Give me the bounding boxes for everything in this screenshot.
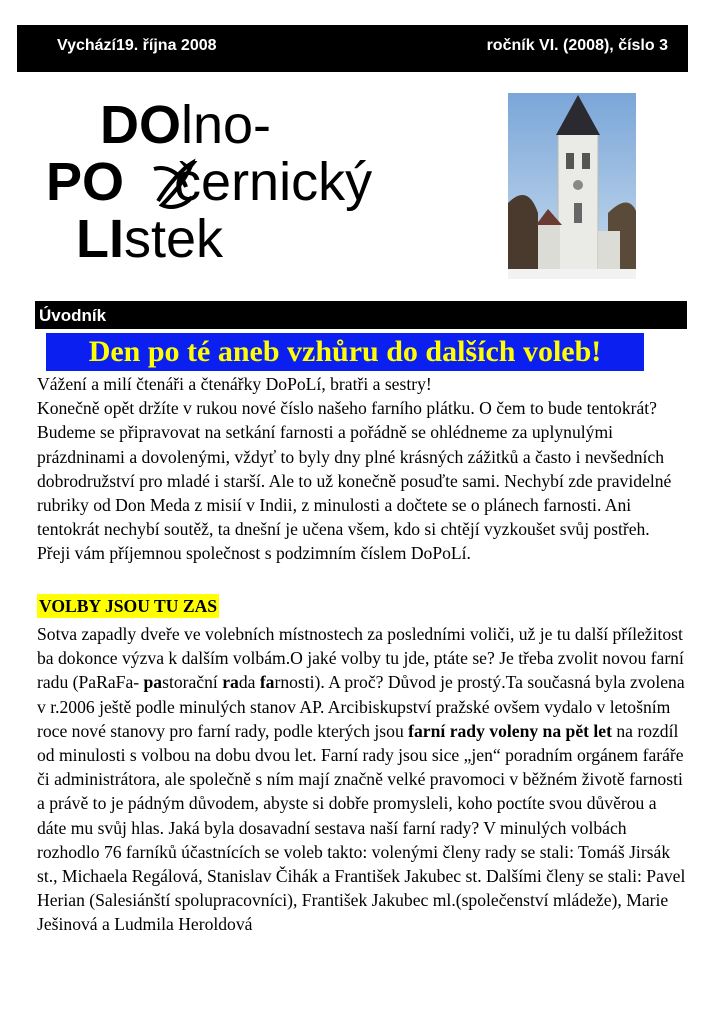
issue-volume: ročník VI. (2008), číslo 3: [486, 37, 668, 54]
logo-line-3: [76, 209, 223, 269]
section-bar: [35, 301, 687, 329]
logo-line-3-rest: stek: [124, 209, 224, 269]
article-text-2: storační: [162, 672, 223, 693]
article-bold-3: fa: [259, 672, 275, 693]
article-bold-2: ra: [222, 672, 239, 693]
article-paragraph: [37, 622, 687, 937]
logo-line-2-bold: PO: [46, 152, 125, 212]
article-text-1: Sotva zapadly dveře ve volebních místnostech za posledními voliči, už je tu další příležitost ba dokonce výzva k dalším volbám.O jaké volby tu jde, ptáte se? Je třeba zvolit novou farní radu (PaRaFa-: [37, 624, 684, 693]
article-text-5: na rozdíl od minulosti s volbou na dobu dvou let. Farní rady jsou sice „jen“ poradním orgánem faráře či administrátora, ale společně s ním mají značně velké pravomoci v běžném životě farnosti a právě to je pádným důvodem, abyste si dobře promysleli, koho poctíte svou důvěrou a dáte mu svůj hlas. Jaká byla dosavadní sestava naší farní rady? V minulých volbách rozhodlo 76 farníků účastnících se voleb takto: volenými členy rady se stali: Tomáš Jirsák st., Michaela Regálová, Stanislav Čihák a František Jakubec st. Dalšími členy se stali: Pavel Herian (Salesiánští spolupracovníci), František Jakubec ml.(společenství mládeže), Marie Ješinová a Ludmila Heroldová: [37, 720, 686, 935]
header-bar: [17, 25, 688, 72]
headline: Den po té aneb vzhůru do dalších voleb!: [46, 333, 644, 371]
logo-line-1-rest: lno-: [181, 95, 272, 155]
article-text-3: da: [238, 672, 260, 693]
logo-line-1: [100, 95, 271, 155]
intro-greeting: Vážení a milí čtenáři a čtenářky DoPoLí, bratři a sestry!: [37, 374, 432, 394]
article-text-4: rnosti). A proč? Důvod je prostý.Ta současná byla zvolena v r.2006 ještě podle minulých stanov AP. Arcibiskupství pražské ovšem vydalo v letošním roce nové stanovy pro farní rady, podle kterých jsou: [37, 672, 685, 741]
subheading: VOLBY JSOU TU ZAS: [39, 596, 218, 616]
logo-line-1-bold: DO: [100, 95, 181, 155]
logo-line-3-bold: LI: [76, 209, 124, 269]
article-bold-4: farní rady voleny na pět let: [408, 720, 612, 741]
article-bold-1: pa: [143, 672, 163, 693]
issue-date: Vychází19. října 2008: [57, 37, 217, 54]
article-text: [37, 622, 687, 937]
intro-text: [37, 372, 687, 566]
masthead-logo: [40, 85, 470, 285]
church-photo: [508, 93, 636, 279]
section-label: Úvodník: [39, 306, 107, 325]
fish-cross-icon: [148, 155, 200, 211]
intro-paragraph: Konečně opět držíte v rukou nové číslo našeho farního plátku. O čem to bude tentokrát? Budeme se připravovat na setkání farnosti a pořádně se ohlédneme za uplynulými prázdninami a dovolenými, vždyť to byly dny plné krásných zážitků a často i nevšedních dobrodružství pro mladé i starší. Ale to už konečně posuďte sami. Nechybí zde pravidelné rubriky od Don Meda z misií v Indii, z minulosti a dočtete se o plánech farnosti. Ani tentokrát nechybí soutěž, ta dnešní je učena všem, kdo si chtějí vyzkoušet svůj postřeh. Přeji vám příjemnou společnost s podzimním číslem DoPoLí.: [37, 398, 672, 564]
logo-line-2: [46, 152, 372, 212]
logo-line-2-rest: černický: [174, 152, 373, 212]
